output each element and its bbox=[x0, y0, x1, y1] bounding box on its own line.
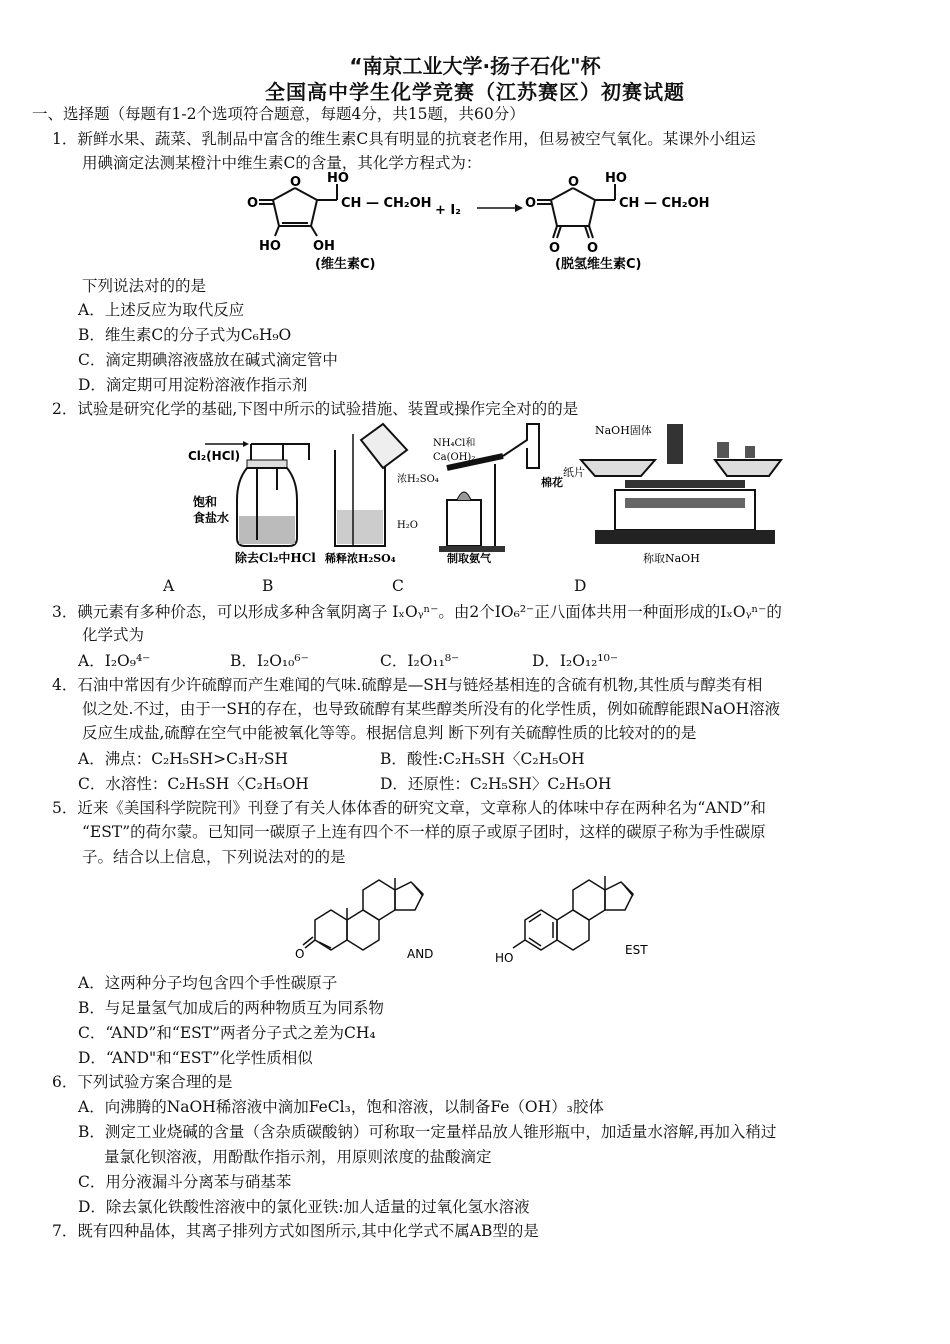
q3-option-d: D．I₂O₁₂¹⁰⁻ bbox=[532, 652, 619, 670]
hydroxyl-top-right: HO bbox=[605, 171, 627, 186]
q4-option-a: A．沸点：C₂H₅SH>C₃H₇SH bbox=[78, 750, 289, 768]
q1-option-d: D．滴定期可用淀粉溶液作指示剂 bbox=[78, 376, 308, 394]
exam-subtitle: 全国高中学生化学竞赛（江苏赛区）初赛试题 bbox=[265, 80, 685, 104]
q3-option-c: C．I₂O₁₁⁸⁻ bbox=[380, 652, 460, 670]
and-label: AND bbox=[407, 947, 434, 961]
q5-option-a: A．这两种分子均包含四个手性碳原子 bbox=[78, 974, 338, 992]
dehydro-vitamin-c-label: (脱氢维生素C) bbox=[555, 257, 642, 272]
q4-line3: 反应生成盐,硫醇在空气中能被氧化等等。根据信息判 断下列有关硫醇性质的比较对的的是 bbox=[82, 724, 697, 742]
caption-b: 稀释浓H₂SO₄ bbox=[325, 552, 396, 565]
est-label: EST bbox=[625, 943, 648, 957]
plus-iodine: + I₂ bbox=[435, 203, 461, 218]
caption-a: 除去Cl₂中HCl bbox=[235, 551, 316, 565]
q3-option-a: A．I₂O₉⁴⁻ bbox=[78, 652, 151, 670]
q5-line3: 子。结合以上信息，下列说法对的的是 bbox=[82, 848, 346, 866]
q2-letter-c: C bbox=[392, 577, 404, 595]
q6-option-b-line2: 量氯化钡溶液，用酚酞作指示剂，用原则浓度的盐酸滴定 bbox=[104, 1148, 492, 1166]
carbonyl-oxygen-left: O bbox=[247, 196, 259, 211]
exam-title: “南京工业大学·扬子石化"杯 bbox=[349, 54, 601, 78]
q5-option-b: B．与足量氢气加成后的两种物质互为同系物 bbox=[78, 999, 384, 1017]
dehydro-vitamin-c-structure bbox=[537, 184, 615, 238]
brine-label: 食盐水 bbox=[193, 511, 230, 525]
q2-letter-a: A bbox=[163, 577, 175, 595]
dilution-beakers bbox=[324, 424, 439, 565]
q4-line2: 似之处.不过，由于一SH的存在，也导致硫醇有某些醇类所没有的化学性质，例如硫醇能跟NaOH溶液 bbox=[82, 700, 781, 718]
hydroxyl-bottom-right: OH bbox=[313, 239, 335, 254]
q6-option-b-line1: B．测定工业烧碱的含量（含杂质碳酸钠）可称取一定量样品放人锥形瓶中，加适量水溶解,再加入稍过 bbox=[78, 1123, 777, 1141]
side-chain-right: CH — CH₂OH bbox=[619, 196, 710, 211]
q2-letter-b: B bbox=[262, 577, 274, 595]
section-heading: 一、选择题（每题有1-2个选项符合题意，每题4分，共15题，共60分） bbox=[32, 105, 525, 123]
q6-line1: 6．下列试验方案合理的是 bbox=[52, 1073, 233, 1091]
q5-option-d: D．“AND"和“EST”化学性质相似 bbox=[78, 1049, 313, 1067]
vitamin-c-reaction-figure bbox=[247, 170, 715, 280]
q5-line2: “EST”的荷尔蒙。已知同一碳原子上连有四个不一样的原子或原子团时，这样的碳原子称为手性碳原 bbox=[82, 823, 766, 841]
reagent-label-1: NH₄Cl和 bbox=[433, 438, 476, 449]
vitamin-c-label: (维生素C) bbox=[315, 257, 376, 272]
caption-d: 称取NaOH bbox=[643, 552, 700, 565]
q3-option-b: B．I₂O₁₀⁶⁻ bbox=[230, 652, 309, 670]
balance-scale bbox=[563, 423, 781, 565]
caption-c: 制取氨气 bbox=[447, 552, 491, 565]
q4-option-d: D．还原性：C₂H₅SH〉C₂H₅OH bbox=[380, 775, 612, 793]
hydroxyl-top-left: HO bbox=[327, 171, 349, 186]
est-structure bbox=[513, 876, 633, 950]
reaction-arrow bbox=[477, 204, 523, 212]
q4-line1: 4．石油中常因有少许硫醇而产生难闻的气味.硫醇是—SH与链烃基相连的含硫有机物,其性质与醇类有相 bbox=[52, 676, 763, 694]
gas-washing-bottle bbox=[188, 441, 316, 565]
ring-oxygen-right: O bbox=[568, 175, 580, 190]
q2-letter-d: D bbox=[574, 577, 587, 595]
hydroxyl-bottom-left: HO bbox=[259, 239, 281, 254]
q5-option-c: C．“AND”和“EST”两者分子式之差为CH₄ bbox=[78, 1024, 376, 1042]
and-oxygen-label: O bbox=[295, 947, 305, 961]
keto-oxygen-2: O bbox=[587, 241, 599, 256]
steroid-structures-figure bbox=[295, 870, 675, 970]
q3-line2: 化学式为 bbox=[82, 626, 145, 644]
naoh-solid-label: NaOH固体 bbox=[595, 424, 652, 437]
carbonyl-oxygen-right: O bbox=[525, 196, 537, 211]
q6-option-a: A．向沸腾的NaOH稀溶液中滴加FeCl₃，饱和溶液，以制备Fe（OH）₃胶体 bbox=[78, 1098, 604, 1116]
acid-label: 浓H₂SO₄ bbox=[397, 474, 439, 485]
vitamin-c-structure bbox=[259, 184, 337, 236]
q4-option-b: B．酸性:C₂H₅SH〈C₂H₅OH bbox=[380, 750, 585, 768]
reagent-label-2: Ca(OH)₂ bbox=[433, 452, 476, 463]
q1-option-c: C．滴定期碘溶液盛放在碱式滴定管中 bbox=[78, 351, 338, 369]
q1-stem: 下列说法对的的是 bbox=[82, 277, 207, 295]
q7-line1: 7．既有四种晶体，其离子排列方式如图所示,其中化学式不属AB型的是 bbox=[52, 1222, 539, 1240]
q1-option-b: B．维生素C的分子式为C₆H₉O bbox=[78, 326, 292, 344]
side-chain-left: CH — CH₂OH bbox=[341, 196, 432, 211]
and-structure bbox=[303, 878, 423, 950]
saturated-label: 饱和 bbox=[193, 495, 218, 509]
water-label: H₂O bbox=[397, 520, 418, 531]
q2-line1: 2．试验是研究化学的基础,下图中所示的试验措施、装置或操作完全对的的是 bbox=[52, 400, 579, 418]
q1-line1: 1．新鲜水果、蔬菜、乳制品中富含的维生素C具有明显的抗衰老作用，但易被空气氧化。某课外小组运 bbox=[52, 130, 756, 148]
q1-line2: 用碘滴定法测某橙汁中维生素C的含量，其化学方程式为： bbox=[82, 154, 482, 172]
q6-option-c: C．用分液漏斗分离苯与硝基苯 bbox=[78, 1173, 292, 1191]
ring-oxygen-left: O bbox=[290, 175, 302, 190]
q4-option-c: C．水溶性：C₂H₅SH〈C₂H₅OH bbox=[78, 775, 309, 793]
lab-apparatus-figure bbox=[185, 420, 785, 570]
cotton-label: 棉花 bbox=[541, 476, 563, 489]
paper-label: 纸片 bbox=[563, 466, 585, 479]
q5-line1: 5．近来《美国科学院院刊》刊登了有关人体体香的研究文章，文章称人的体味中存在两种名为“AND”和 bbox=[52, 799, 766, 817]
q1-option-a: A．上述反应为取代反应 bbox=[78, 301, 245, 319]
est-hydroxyl-label: HO bbox=[495, 951, 514, 965]
q3-line1: 3．碘元素有多种价态，可以形成多种含氧阴离子 IₓOᵧⁿ⁻。由2个IO₆²⁻正八面体共用一种面形成的IₓOᵧⁿ⁻的 bbox=[52, 603, 782, 621]
gas-label: Cl₂(HCl) bbox=[188, 449, 241, 463]
ammonia-apparatus bbox=[433, 424, 563, 565]
keto-oxygen-1: O bbox=[549, 241, 561, 256]
q6-option-d: D．除去氯化铁酸性溶液中的氯化亚铁:加人适量的过氧化氢水溶液 bbox=[78, 1198, 530, 1216]
